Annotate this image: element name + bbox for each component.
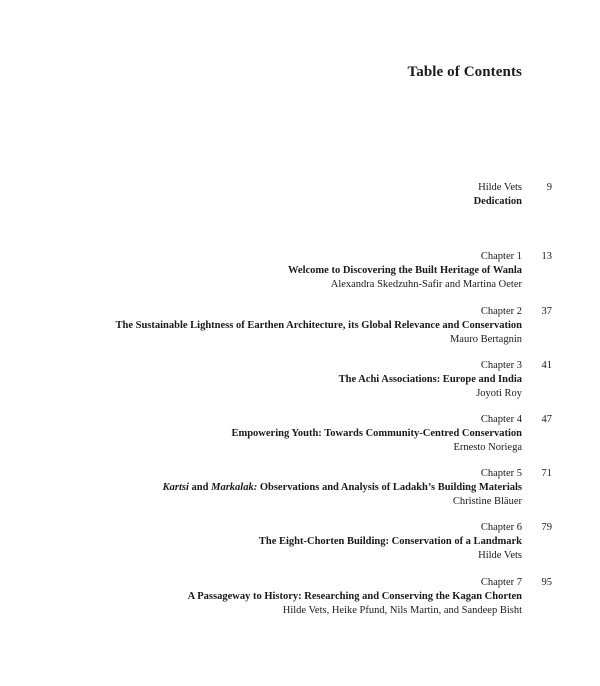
page-number: 13 [541,251,552,262]
chapter-title-part: Observations and Analysis of Ladakh’s Building Materials [257,482,522,493]
chapter-title: The Achi Associations: Europe and India [338,374,522,385]
toc-entry-dedication [42,181,522,209]
chapter-label: Chapter 2 [480,306,522,317]
toc-entry-chapter-5 [42,467,522,509]
toc-entry-chapter-7 [42,576,522,618]
chapter-authors: Alexandra Skedzuhn-Safir and Martina Oeter [330,279,522,290]
toc-entry-chapter-3 [42,359,522,401]
chapter-label: Chapter 6 [480,522,522,533]
chapter-title [42,481,522,495]
chapter-label: Chapter 1 [480,251,522,262]
chapter-title-italic: Kartsi [162,482,189,493]
page-number: 47 [541,414,552,425]
chapter-authors: Mauro Bertagnin [449,334,522,345]
chapter-authors: Christine Bläuer [452,496,522,507]
page-number: 9 [546,182,552,193]
page-title: Table of Contents [407,64,522,80]
chapter-label: Chapter 4 [480,414,522,425]
chapter-title: Welcome to Discovering the Built Heritage of Wanla [288,265,522,276]
page-number: 79 [541,522,552,533]
chapter-title: Empowering Youth: Towards Community-Centred Conservation [231,428,522,439]
chapter-authors: Hilde Vets [478,550,522,561]
toc-entry-chapter-2 [42,305,522,347]
chapter-label: Chapter 5 [480,468,522,479]
dedication-author: Hilde Vets [478,182,522,193]
chapter-label: Chapter 7 [480,577,522,588]
chapter-title: The Eight-Chorten Building: Conservation of a Landmark [258,536,522,547]
toc-entry-chapter-1 [42,250,522,292]
chapter-title-italic: Markalak: [211,482,258,493]
chapter-authors: Hilde Vets, Heike Pfund, Nils Martin, and Sandeep Bisht [282,605,522,616]
chapter-authors: Ernesto Noriega [453,442,522,453]
toc-entry-chapter-4 [42,413,522,455]
chapter-title: A Passageway to History: Researching and Conserving the Kagan Chorten [187,591,522,602]
page-number: 37 [541,306,552,317]
page-number: 95 [541,577,552,588]
toc-entry-chapter-6 [42,521,522,563]
dedication-title: Dedication [473,196,522,207]
chapter-title: The Sustainable Lightness of Earthen Architecture, its Global Relevance and Conservation [115,320,522,331]
chapter-authors: Joyoti Roy [476,388,522,399]
chapter-label: Chapter 3 [480,360,522,371]
page-number: 71 [541,468,552,479]
page-number: 41 [541,360,552,371]
chapter-title-part: and [188,482,212,493]
